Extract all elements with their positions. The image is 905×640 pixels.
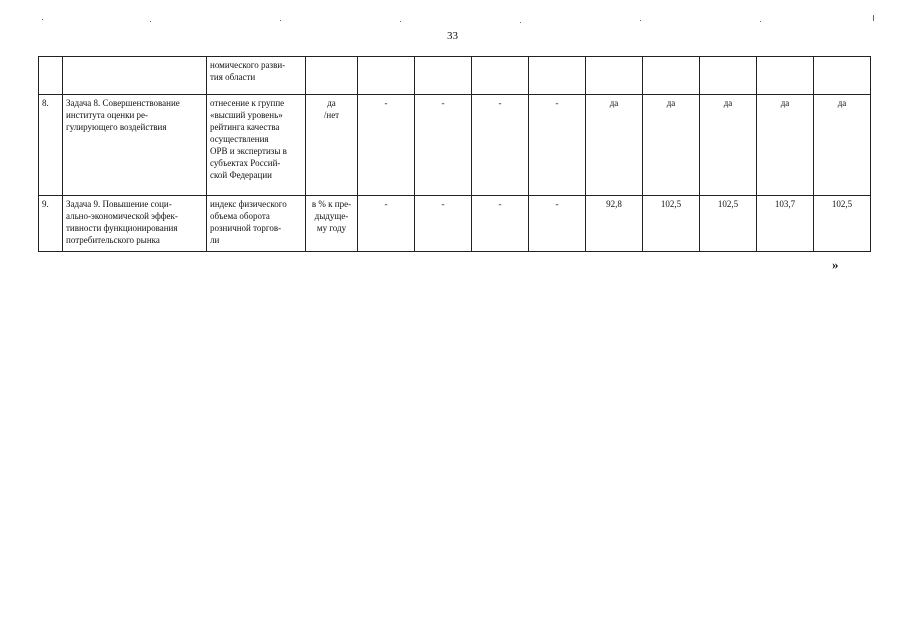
task-cell: Задача 9. Повышение соци- ально-экономической эффек- тивности функционирования потребительского рынка <box>63 196 207 252</box>
value-cell <box>586 57 643 95</box>
table-row <box>39 57 871 95</box>
value-cell <box>643 57 700 95</box>
value-cell: да <box>757 95 814 196</box>
value-cell: - <box>529 95 586 196</box>
unit-cell: в % к пре- дыдуще- му году <box>306 196 358 252</box>
value-cell <box>757 57 814 95</box>
closing-quote: » <box>832 257 839 272</box>
value-cell: - <box>472 95 529 196</box>
task-cell <box>63 57 207 95</box>
value-cell <box>529 57 586 95</box>
task-cell: Задача 8. Совершенствование института оценки ре- гулирующего воздействия <box>63 95 207 196</box>
value-cell: - <box>358 95 415 196</box>
page-number: 33 <box>447 30 458 42</box>
value-cell <box>700 57 757 95</box>
unit-cell: да /нет <box>306 95 358 196</box>
unit-cell <box>306 57 358 95</box>
value-cell <box>415 57 472 95</box>
value-cell <box>472 57 529 95</box>
value-cell: да <box>814 95 871 196</box>
value-cell: 92,8 <box>586 196 643 252</box>
indicators-table <box>38 56 871 252</box>
row-number-cell: 9. <box>39 196 63 252</box>
value-cell <box>814 57 871 95</box>
table-row <box>39 196 871 252</box>
value-cell: - <box>529 196 586 252</box>
indicator-cell: отнесение к группе «высший уровень» рейтинга качества осуществления ОРВ и экспертизы в субъектах Россий- ской Федерации <box>207 95 306 196</box>
value-cell: - <box>472 196 529 252</box>
value-cell: да <box>586 95 643 196</box>
value-cell <box>358 57 415 95</box>
value-cell: 102,5 <box>643 196 700 252</box>
table-row <box>39 95 871 196</box>
row-number-cell: 8. <box>39 95 63 196</box>
scan-specks <box>0 0 905 30</box>
row-number-cell <box>39 57 63 95</box>
value-cell: 102,5 <box>700 196 757 252</box>
value-cell: да <box>700 95 757 196</box>
indicator-cell: индекс физического объема оборота розничной торгов- ли <box>207 196 306 252</box>
value-cell: да <box>643 95 700 196</box>
value-cell: - <box>415 196 472 252</box>
value-cell: 102,5 <box>814 196 871 252</box>
value-cell: - <box>358 196 415 252</box>
value-cell: - <box>415 95 472 196</box>
value-cell: 103,7 <box>757 196 814 252</box>
indicator-cell: номического разви- тия области <box>207 57 306 95</box>
